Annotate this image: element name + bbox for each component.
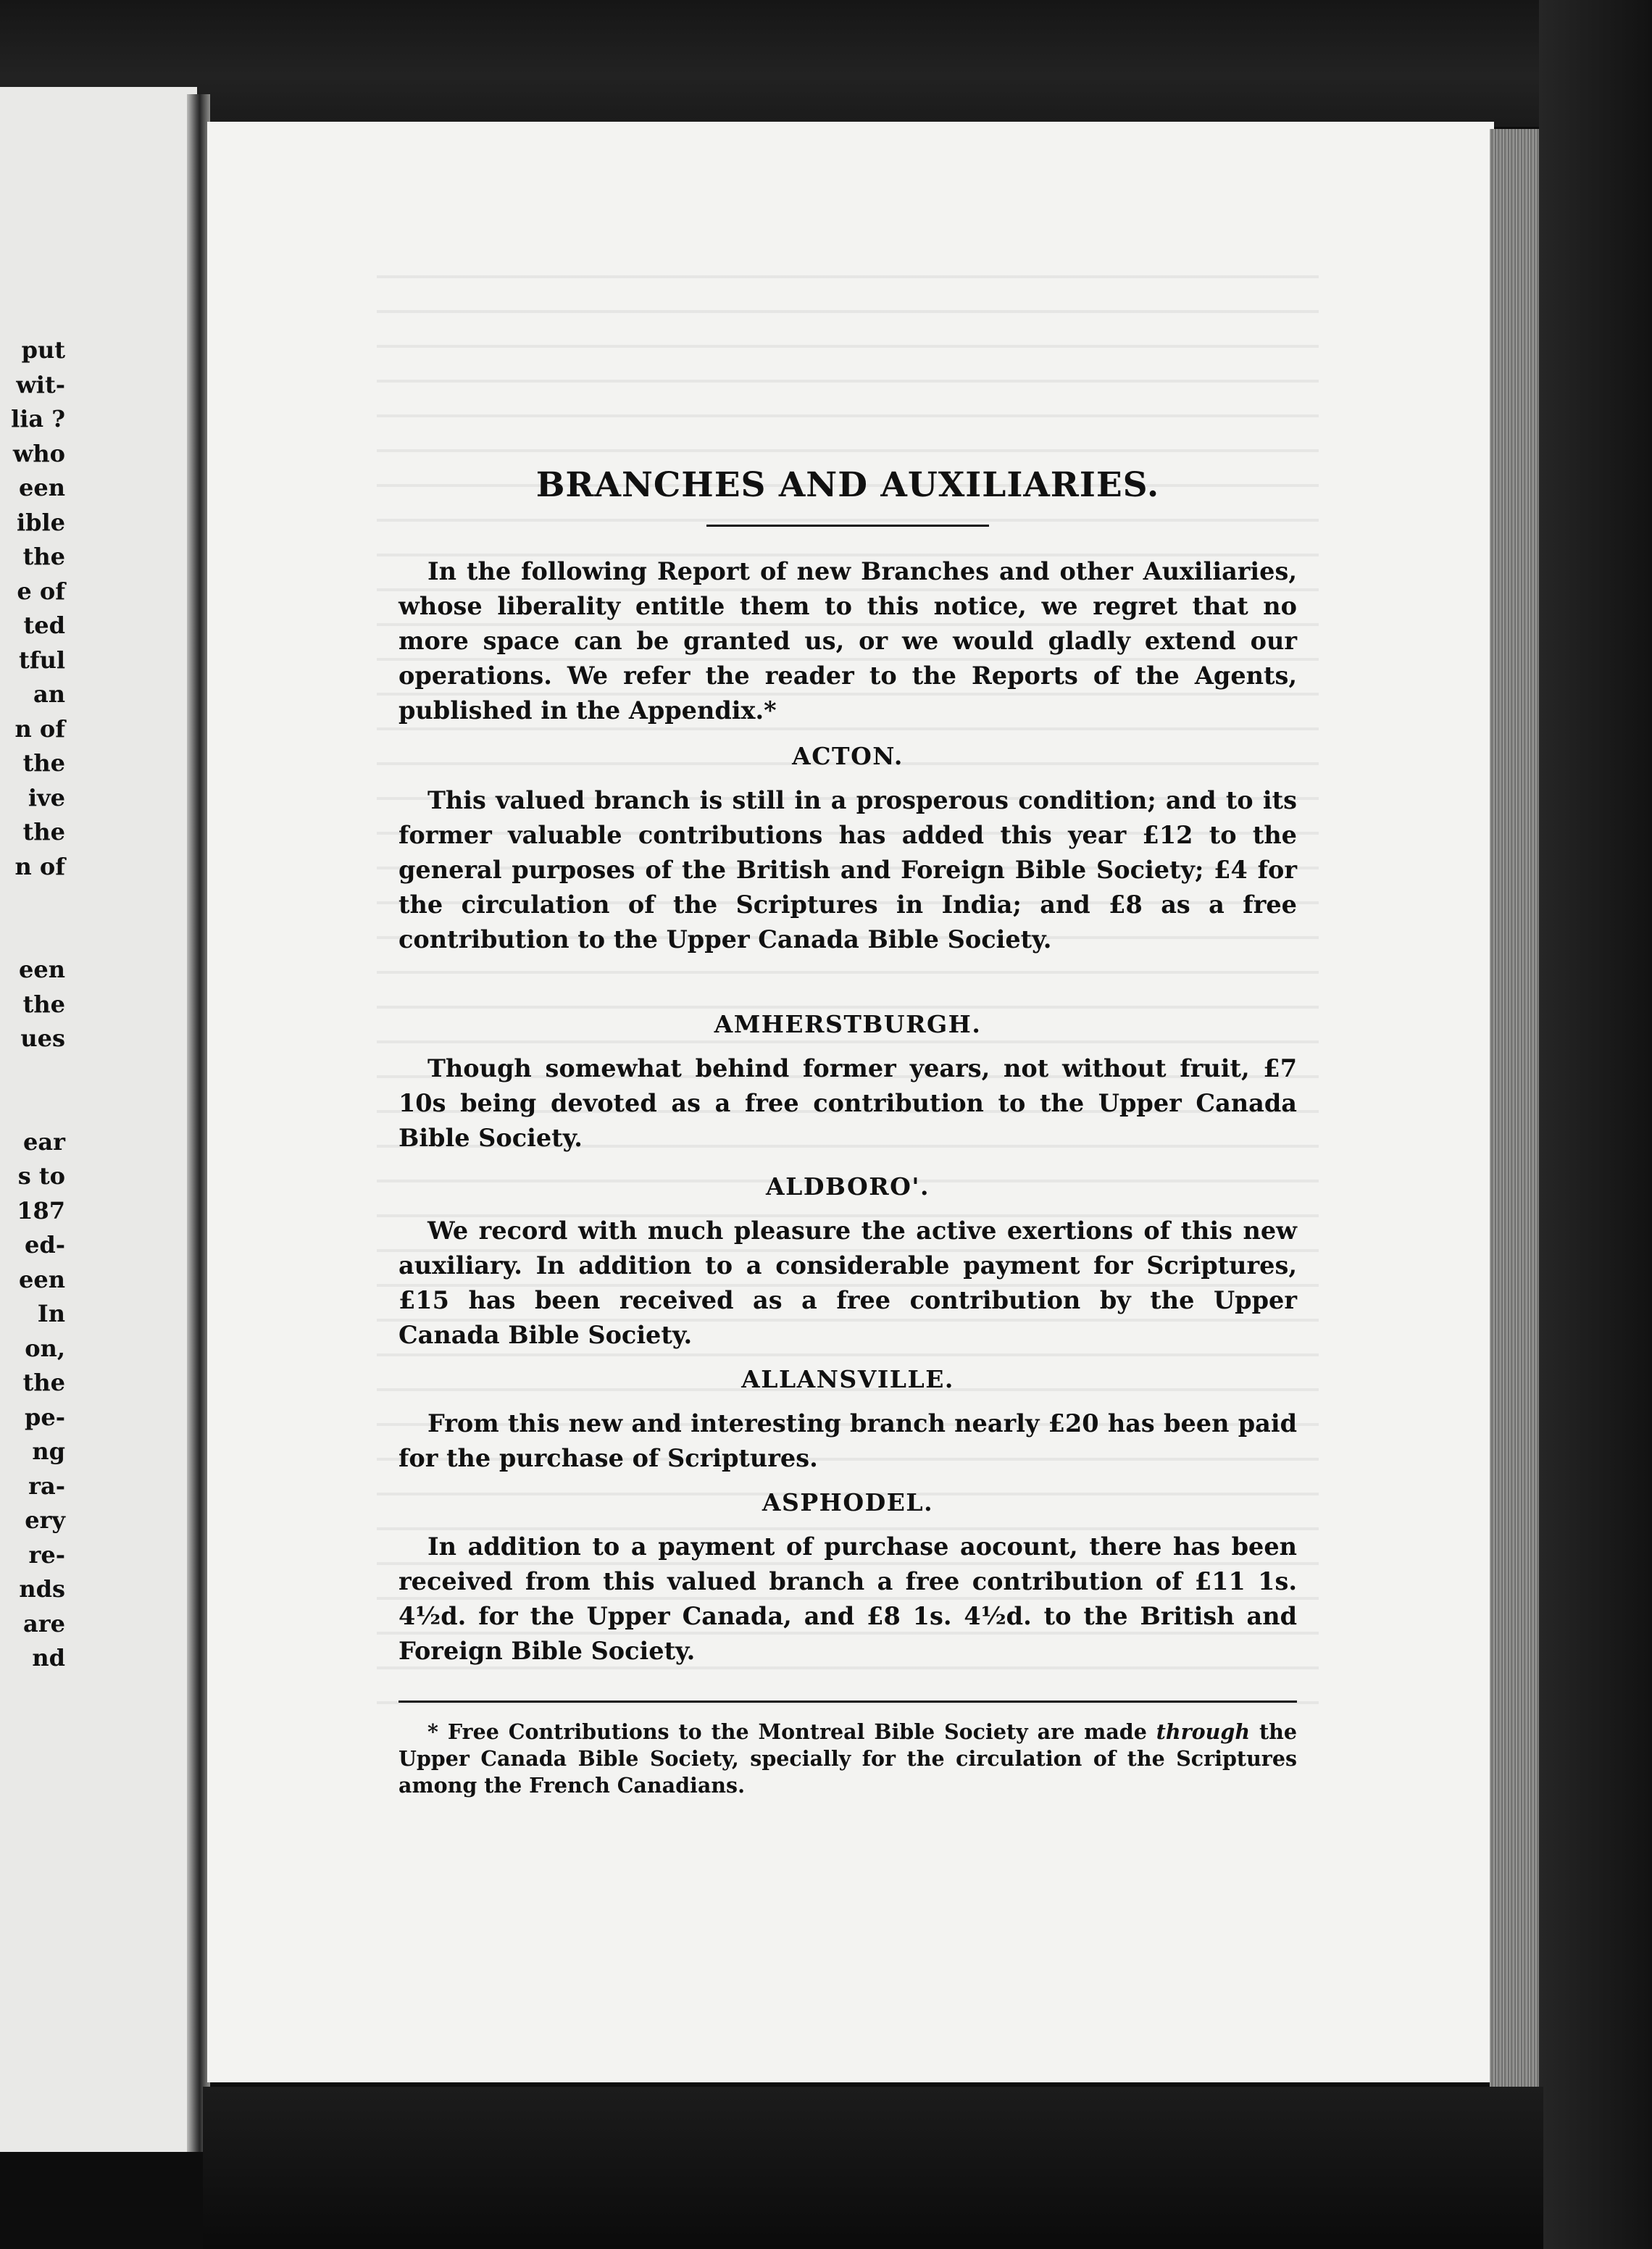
left-page-fragment: ted <box>23 612 65 639</box>
section-text-amherstburgh: Though somewhat behind former years, not without fruit, £7 10s being devoted as a free contribution to the Upper Canada Bible Society. <box>399 1054 1297 1152</box>
left-page-fragment: een <box>19 474 65 501</box>
left-page-fragment: ra- <box>28 1472 65 1500</box>
footnote-emphasis: through <box>1156 1719 1251 1744</box>
left-page-fragment: een <box>19 956 65 983</box>
left-page-fragment: put <box>21 336 65 364</box>
left-page-fragment: ng <box>32 1438 65 1465</box>
section-heading-asphodel: ASPHODEL. <box>762 1488 934 1516</box>
right-shadow <box>1539 0 1652 2249</box>
footnote-text-start: * Free Contributions to the Montreal Bible Society are made <box>427 1719 1156 1744</box>
section-text-asphodel: In addition to a payment of purchase aocount, there has been received from this valued branch a free contribution of £11 1s. 4½d. for the Upper Canada, and £8 1s. 4½d. to the British and Foreign Bible Society. <box>399 1532 1297 1665</box>
intro-paragraph: In the following Report of new Branches and other Auxiliaries, whose liberality entitle them to this notice, we regret that no more space can be granted us, or we would gladly extend our operations. We refer the reader to the Reports of the Agents, published in the Appendix.* <box>399 557 1297 725</box>
left-page-fragment <box>0 919 65 954</box>
left-page-fragment: ues <box>20 1025 65 1052</box>
left-page-fragment: ive <box>28 783 65 811</box>
left-page-fragment: ible <box>16 508 65 536</box>
left-page-fragment: 187 <box>17 1196 65 1224</box>
left-page-fragment <box>0 1056 65 1091</box>
left-page-fragment: tful <box>19 646 65 674</box>
footnote <box>399 1719 1297 1799</box>
left-page-fragment: n of <box>14 852 65 880</box>
left-page-fragment: lia ? <box>11 405 65 433</box>
page-content <box>399 456 1297 1799</box>
left-page-fragment: are <box>23 1609 65 1637</box>
left-page-fragment: the <box>22 1369 65 1396</box>
left-page-fragment: the <box>22 543 65 570</box>
section-heading-aldboro: ALDBORO'. <box>766 1172 930 1201</box>
left-page-fragment <box>0 1090 65 1125</box>
page-edges <box>1490 129 1539 2100</box>
left-page-text-fragments <box>0 333 65 1676</box>
left-page-fragment: the <box>22 749 65 777</box>
left-page-fragment <box>0 884 65 919</box>
section-heading-acton: ACTON. <box>792 742 904 770</box>
section-text-allansville: From this new and interesting branch nearly £20 has been paid for the purchase of Scriptures. <box>399 1409 1297 1472</box>
top-shadow <box>0 0 1652 127</box>
left-page-fragment: the <box>22 818 65 846</box>
section-heading-allansville: ALLANSVILLE. <box>741 1365 954 1393</box>
left-page-fragment: who <box>12 439 65 467</box>
footnote-rule <box>399 1701 1297 1703</box>
left-page-fragment: re- <box>28 1540 65 1569</box>
left-page-fragment: pe- <box>24 1403 65 1431</box>
left-page-fragment: n of <box>14 714 65 743</box>
left-page-fragment: ery <box>25 1506 65 1534</box>
left-page-fragment: ear <box>23 1127 65 1156</box>
spacer <box>399 957 1297 998</box>
section-heading-amherstburgh: AMHERSTBURGH. <box>714 1010 982 1038</box>
left-page-fragment: een <box>19 1265 65 1293</box>
page-title: BRANCHES AND AUXILIARIES. <box>535 465 1160 505</box>
left-page-fragment: s to <box>17 1162 65 1190</box>
left-page-fragment: nd <box>32 1644 65 1672</box>
left-page-fragment: the <box>22 990 65 1018</box>
left-page-fragment: In <box>37 1300 65 1327</box>
bottom-shadow <box>203 2087 1543 2249</box>
left-page-fragment: wit- <box>16 370 65 399</box>
section-text-aldboro: We record with much pleasure the active exertions of this new auxiliary. In addition to a considerable payment for Scriptures, £15 has been received as a free contribution by the Upper Canada Bible Society. <box>399 1217 1297 1349</box>
left-page-fragment: an <box>33 680 65 708</box>
left-page-fragment: ed- <box>24 1231 65 1259</box>
left-page-fragment: nds <box>19 1575 65 1603</box>
left-page-fragment: on, <box>25 1334 65 1362</box>
left-page-fragment: e of <box>17 577 65 605</box>
title-rule <box>706 525 989 527</box>
section-text-acton: This valued branch is still in a prosperous condition; and to its former valuable contributions has added this year £12 to the general purposes of the British and Foreign Bible Society; £4 for the circulation of the Scriptures in India; and £8 as a free contribution to the Upper Canada Bible Society. <box>399 786 1297 954</box>
footnote-text-end: the Upper Canada Bible Society, specially for the circulation of the Scriptures among the French Canadians. <box>399 1719 1297 1798</box>
